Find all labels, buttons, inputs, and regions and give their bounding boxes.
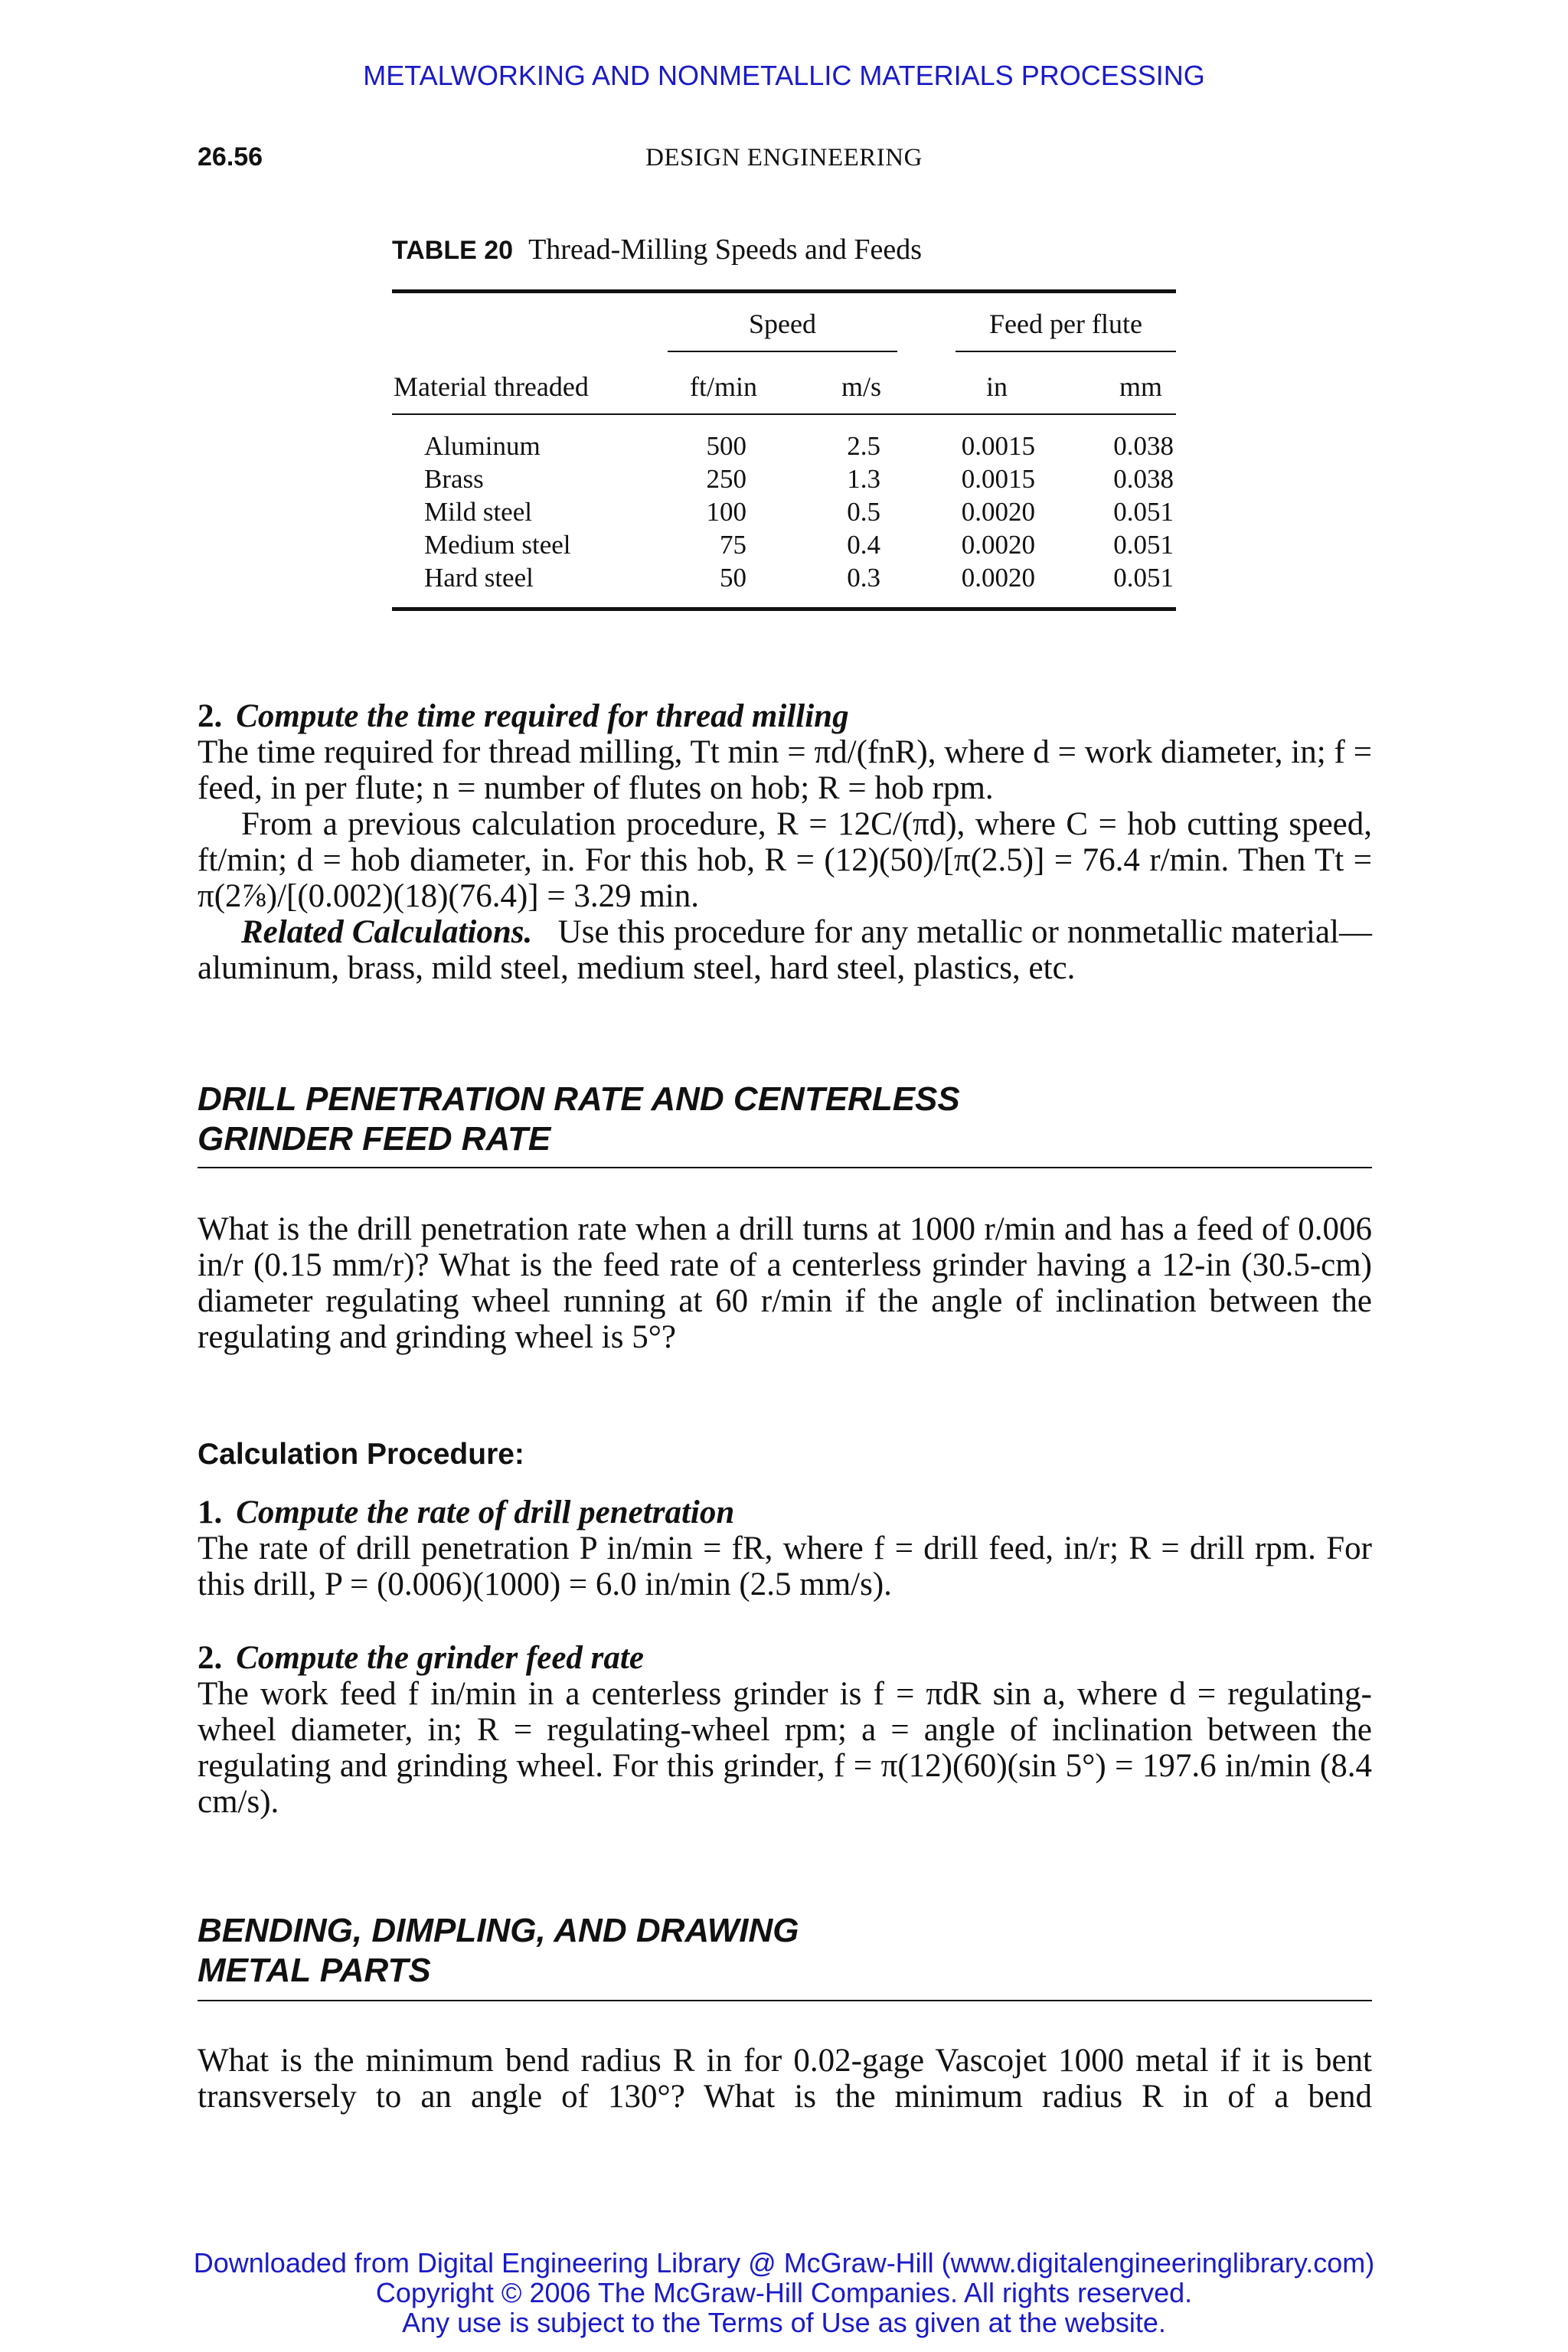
- drill-question: What is the drill penetration rate when a drill turns at 1000 r/min and has a feed of 0.006 in/r (0.15 mm/r)? What is the feed rate of a centerless grinder having a 12-in (30.5-cm) diameter regulating wheel running at 60 r/min if the angle of inclination between the regulating and grinding wheel is 5°?: [198, 1211, 1372, 1355]
- cell-ft-per-min: 250: [706, 464, 746, 494]
- table-label: TABLE 20: [392, 236, 514, 265]
- cell-m-per-s: 0.5: [847, 497, 880, 527]
- drill-section-heading: DRILL PENETRATION RATE AND CENTERLESS GRINDER FEED RATE: [198, 1080, 960, 1158]
- cell-mm: 0.038: [1113, 431, 1174, 461]
- header-m-per-s: m/s: [841, 371, 881, 402]
- bending-section-heading: BENDING, DIMPLING, AND DRAWING METAL PARTS: [198, 1912, 799, 1989]
- cell-in: 0.0020: [961, 563, 1035, 593]
- cell-mm: 0.038: [1113, 464, 1174, 494]
- header-material: Material threaded: [394, 371, 589, 402]
- cell-material: Medium steel: [424, 530, 571, 560]
- cell-ft-per-min: 50: [720, 563, 746, 593]
- calculation-procedure-heading: Calculation Procedure:: [198, 1438, 524, 1471]
- table-header-rule: [392, 413, 1176, 415]
- heading-rule: [198, 1167, 1372, 1168]
- paragraph: The time required for thread milling, Tt min = πd/(fnR), where d = work diameter, in; f = feed, in per flute; n = number of flutes on hob; R = hob rpm.: [198, 734, 1372, 806]
- table-top-rule: [392, 289, 1176, 293]
- drill-step-1: [198, 1494, 1372, 1602]
- related-calculations: Related Calculations. Use this procedure for any metallic or nonmetallic material—aluminum, brass, mild steel, medium steel, hard steel, plastics, etc.: [198, 914, 1372, 986]
- header-speed-group: Speed: [749, 309, 816, 339]
- header-feed-group: Feed per flute: [989, 309, 1142, 339]
- cell-m-per-s: 0.4: [847, 530, 880, 560]
- feed-group-rule: [956, 351, 1176, 352]
- cell-material: Mild steel: [424, 497, 532, 527]
- footer: [0, 2248, 1568, 2337]
- cell-mm: 0.051: [1113, 563, 1174, 593]
- step-title: 1. Compute the rate of drill penetration: [198, 1494, 735, 1530]
- header-ft-per-min: ft/min: [690, 371, 757, 402]
- cell-ft-per-min: 500: [706, 431, 746, 461]
- cell-in: 0.0020: [961, 497, 1035, 527]
- cell-in: 0.0020: [961, 530, 1035, 560]
- cell-in: 0.0015: [961, 464, 1035, 494]
- paragraph: The rate of drill penetration P in/min = fR, where f = drill feed, in/r; R = drill rpm. For this drill, P = (0.006)(1000) = 6.0 in/min (2.5 mm/s).: [198, 1530, 1372, 1602]
- cell-mm: 0.051: [1113, 530, 1174, 560]
- section-header: DESIGN ENGINEERING: [645, 144, 923, 172]
- paragraph: The work feed f in/min in a centerless grinder is f = πdR sin a, where d = regulating-wheel diameter, in; R = regulating-wheel rpm; a = angle of inclination between the regulating and grinding wheel. For this grinder, f = π(12)(60)(sin 5°) = 197.6 in/min (8.4 cm/s).: [198, 1676, 1372, 1820]
- cell-mm: 0.051: [1113, 497, 1174, 527]
- cell-material: Brass: [424, 464, 484, 494]
- cell-m-per-s: 0.3: [847, 563, 880, 593]
- drill-step-2: [198, 1640, 1372, 1820]
- page-number: 26.56: [198, 142, 263, 172]
- table-caption: [392, 233, 922, 266]
- cell-m-per-s: 2.5: [847, 431, 880, 461]
- step-title: 2. Compute the time required for thread milling: [198, 698, 849, 734]
- thread-milling-section: [198, 698, 1372, 986]
- heading-rule: [198, 2000, 1372, 2001]
- cell-ft-per-min: 100: [706, 497, 746, 527]
- header-in: in: [985, 371, 1008, 402]
- footer-line-3: Any use is subject to the Terms of Use as given at the website.: [402, 2307, 1166, 2338]
- speed-group-rule: [668, 351, 897, 352]
- bending-question: What is the minimum bend radius R in for 0.02-gage Vascojet 1000 metal if it is bent transversely to an angle of 130°? What is the minimum radius R in of a bend: [198, 2043, 1372, 2115]
- table-title: Thread-Milling Speeds and Feeds: [528, 234, 923, 266]
- cell-in: 0.0015: [961, 431, 1035, 461]
- cell-material: Aluminum: [424, 431, 541, 461]
- cell-material: Hard steel: [424, 563, 534, 593]
- table-bottom-rule: [392, 607, 1176, 611]
- footer-line-1: Downloaded from Digital Engineering Library @ McGraw-Hill (www.digitalengineeringlibrary.com): [193, 2247, 1375, 2278]
- paragraph: From a previous calculation procedure, R = 12C/(πd), where C = hob cutting speed, ft/min; d = hob diameter, in. For this hob, R = (12)(50)/[π(2.5)] = 76.4 r/min. Then Tt = π(2⅞)/[(0.002)(18)(76.4)] = 3.29 min.: [198, 806, 1372, 914]
- footer-line-2: Copyright © 2006 The McGraw-Hill Companies. All rights reserved.: [375, 2277, 1193, 2308]
- running-header: METALWORKING AND NONMETALLIC MATERIALS PROCESSING: [363, 60, 1205, 91]
- header-mm: mm: [1119, 371, 1162, 402]
- cell-m-per-s: 1.3: [847, 464, 880, 494]
- cell-ft-per-min: 75: [720, 530, 746, 560]
- step-title: 2. Compute the grinder feed rate: [198, 1640, 644, 1676]
